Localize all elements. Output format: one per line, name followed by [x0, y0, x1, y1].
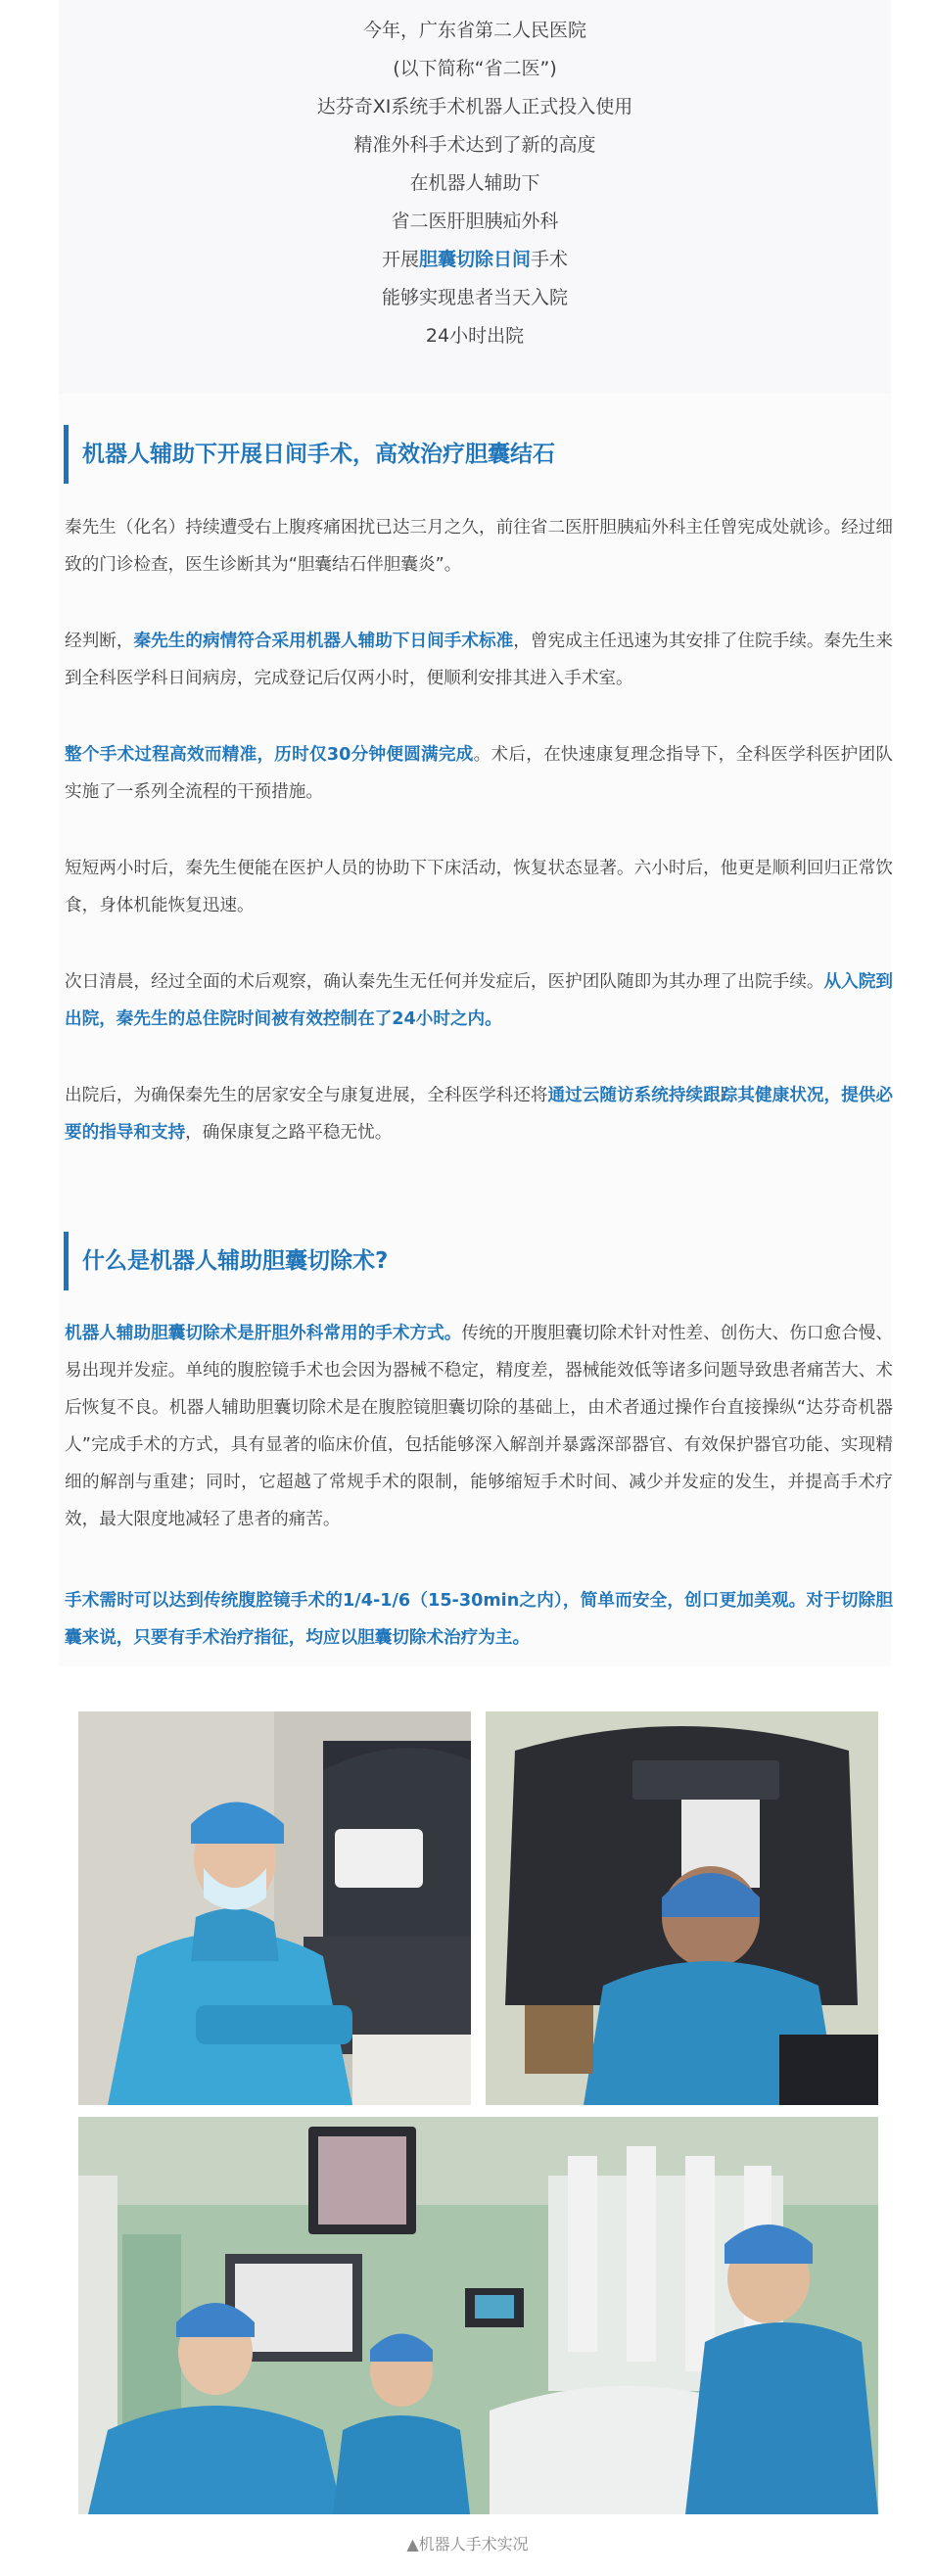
paragraph-text: ，确保康复之路平稳无忧。 — [185, 1123, 393, 1143]
paragraph-highlight: 通过云随访系统持续跟踪其健康状况，提供必要的指导和支持 — [65, 1086, 893, 1143]
intro-line — [59, 243, 891, 281]
paragraph: 秦先生（化名）持续遭受右上腹疼痛困扰已达三月之久，前往省二医肝胆胰疝外科主任曾宪成处就诊。经过细致的门诊检查，医生诊断其为“胆囊结石伴胆囊炎”。 — [65, 518, 893, 575]
paragraph-text: 经判断， — [65, 632, 134, 651]
intro-line: 精准外科手术达到了新的高度 — [353, 134, 596, 156]
paragraph — [65, 623, 893, 697]
intro-highlight: 胆囊切除日间 — [418, 249, 531, 270]
paragraph-text: 传统的开腹胆囊切除术针对性差、创伤大、伤口愈合慢、易出现并发症。单纯的腹腔镜手术也会因为器械不稳定，精度差，器械能效低等诸多问题导致患者痛苦大、术后恢复不良。机器人辅助胆囊切除术是在腹腔镜胆囊切除的基础上，由术者通过操作台直接操纵“达芬奇机器人”完成手术的方式，具有显著的临床价值，包括能够深入解剖并暴露深部器官、有效保护器官功能、实现精细的解剖与重建；同时，它超越了常规手术的限制，能够缩短手术时间、减少并发症的发生，并提高手术疗效，最大限度地减轻了患者的痛苦。 — [65, 1324, 893, 1529]
intro-line: 能够实现患者当天入院 — [381, 287, 568, 308]
intro-line: 24小时出院 — [425, 325, 525, 347]
intro-line: 省二医肝胆胰疝外科 — [391, 211, 559, 232]
paragraph: 短短两小时后，秦先生便能在医护人员的协助下下床活动，恢复状态显著。六小时后，他更是顺利回归正常饮食，身体机能恢复迅速。 — [65, 859, 893, 915]
paragraph-text: 。术后，在快速康复理念指导下，全科医学科医护团队实施了一系列全流程的干预措施。 — [65, 745, 893, 802]
paragraph-highlight: 从入院到出院，秦先生的总住院时间被有效控制在了24小时之内。 — [65, 972, 893, 1029]
paragraph — [65, 1077, 893, 1151]
intro-line: (以下简称“省二医”) — [393, 58, 557, 79]
paragraph-highlight: 手术需时可以达到传统腹腔镜手术的1/4-1/6（15-30min之内），简单而安全，创口更加美观。对于切除胆囊来说，只要有手术治疗指征，均应以胆囊切除术治疗为主。 — [65, 1591, 893, 1648]
surgeon-console-photo — [486, 1711, 878, 2105]
paragraph-text: 出院后，为确保秦先生的居家安全与康复进展，全科医学科还将 — [65, 1086, 548, 1105]
paragraph — [65, 963, 893, 1038]
photo-caption: ▲机器人手术实况 — [406, 2535, 529, 2553]
section-1-heading: 机器人辅助下开展日间手术，高效治疗胆囊结石 — [64, 425, 866, 484]
paragraph-text: 次日清晨，经过全面的术后观察，确认秦先生无任何并发症后，医护团队随即为其办理了出院手续。 — [65, 972, 824, 992]
intro-line: 今年，广东省第二人民医院 — [362, 20, 586, 41]
section-2-heading: 什么是机器人辅助胆囊切除术? — [64, 1232, 866, 1290]
paragraph-highlight: 秦先生的病情符合采用机器人辅助下日间手术标准 — [133, 632, 514, 651]
intro-text: 开展 — [381, 249, 419, 270]
surgeon-seated-illustration — [78, 1711, 471, 2105]
intro-line: 在机器人辅助下 — [409, 172, 540, 194]
surgeon-console-illustration — [486, 1711, 878, 2105]
paragraph — [65, 1315, 893, 1538]
paragraph — [65, 736, 893, 811]
intro-line: 达芬奇XI系统手术机器人正式投入使用 — [316, 96, 633, 117]
paragraph-text: ，曾宪成主任迅速为其安排了住院手续。秦先生来到全科医学科日间病房，完成登记后仅两小时，便顺利安排其进入手术室。 — [65, 632, 893, 688]
intro-panel — [59, 0, 891, 394]
paragraph-highlight: 机器人辅助胆囊切除术是肝胆外科常用的手术方式。 — [65, 1324, 462, 1343]
intro-lines — [59, 14, 891, 357]
surgeon-seated-photo — [78, 1711, 471, 2105]
paragraph — [65, 1582, 893, 1657]
paragraph-highlight: 整个手术过程高效而精准，历时仅30分钟便圆满完成 — [65, 745, 474, 765]
intro-text: 手术 — [531, 249, 569, 270]
operating-room-photo — [78, 2117, 878, 2514]
operating-room-illustration — [78, 2117, 878, 2514]
